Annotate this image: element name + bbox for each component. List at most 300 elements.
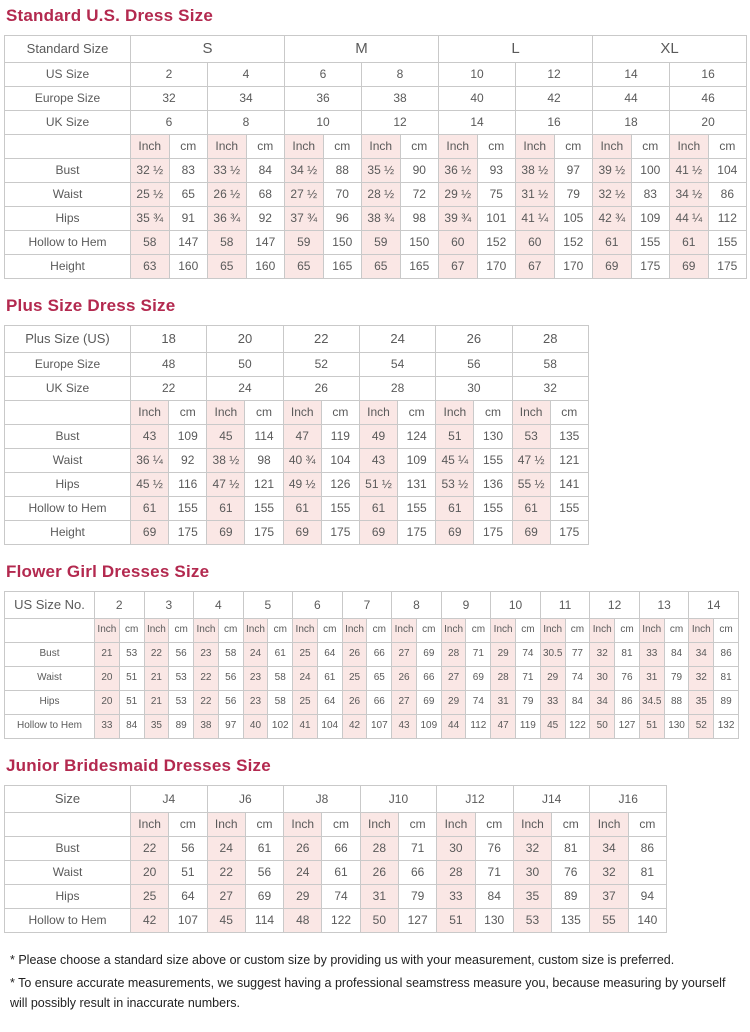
flower-girl-table-container: [4, 591, 746, 739]
inch-value: 32 ½: [593, 183, 632, 207]
inch-value: 35 ¾: [131, 207, 170, 231]
row-label: Hollow to Hem: [5, 715, 95, 739]
section-title-junior: Junior Bridesmaid Dresses Size: [6, 756, 271, 775]
row-waist: [5, 667, 739, 691]
size-group-4: 4: [194, 592, 244, 619]
size-group-14: 14: [689, 592, 739, 619]
size-group-header-row: [5, 36, 747, 63]
cm-value: 71: [466, 643, 491, 667]
inch-value: 61: [512, 497, 550, 521]
inch-value: 50: [590, 715, 615, 739]
row-label: Hips: [5, 691, 95, 715]
inch-value: 38 ¾: [362, 207, 401, 231]
inch-value: 61: [131, 497, 169, 521]
unit-cell: cm: [565, 619, 590, 643]
size-group-header-row: [5, 592, 739, 619]
inch-value: 27: [392, 643, 417, 667]
inch-value: 33: [95, 715, 120, 739]
cm-value: 155: [321, 497, 359, 521]
cm-value: 155: [245, 497, 283, 521]
cm-value: 119: [516, 715, 541, 739]
cm-value: 127: [615, 715, 640, 739]
unit-cell: cm: [218, 619, 243, 643]
cm-value: 101: [477, 207, 516, 231]
footnote-measurement: * To ensure accurate measurements, we suggest having a professional seamstress measure you, because measuring by yourself will possibly result in inaccurate numbers.: [10, 975, 726, 1011]
cm-value: 175: [321, 521, 359, 545]
inch-value: 27 ½: [285, 183, 324, 207]
size-value: 48: [131, 353, 207, 377]
row-label: Waist: [5, 183, 131, 207]
inch-value: 44: [441, 715, 466, 739]
cm-value: 135: [552, 909, 590, 933]
cm-value: 104: [321, 449, 359, 473]
cm-value: 58: [268, 667, 293, 691]
unit-cell: cm: [245, 401, 283, 425]
unit-cell: Inch: [293, 619, 318, 643]
inch-value: 38 ½: [207, 449, 245, 473]
size-value: 50: [207, 353, 283, 377]
row-hips: [5, 207, 747, 231]
cm-value: 74: [322, 885, 360, 909]
size-value: 46: [670, 87, 747, 111]
cm-value: 84: [119, 715, 144, 739]
inch-value: 52: [689, 715, 714, 739]
inch-value: 40: [243, 715, 268, 739]
inch-value: 23: [194, 643, 219, 667]
unit-cell: cm: [322, 813, 360, 837]
inch-value: 51: [639, 715, 664, 739]
cm-value: 86: [714, 643, 739, 667]
inch-value: 37 ¾: [285, 207, 324, 231]
cm-value: 175: [474, 521, 512, 545]
inch-value: 63: [131, 255, 170, 279]
cm-value: 86: [708, 183, 747, 207]
row-hollow-to-hem: [5, 909, 667, 933]
inch-value: 45 ½: [131, 473, 169, 497]
cm-value: 175: [398, 521, 436, 545]
inch-value: 28: [491, 667, 516, 691]
inch-value: 43: [359, 449, 397, 473]
cm-value: 135: [550, 425, 588, 449]
size-group-3: 3: [144, 592, 194, 619]
unit-cell: cm: [317, 619, 342, 643]
inch-value: 38 ½: [516, 159, 555, 183]
cm-value: 141: [550, 473, 588, 497]
size-value: 26: [283, 377, 359, 401]
cm-value: 84: [565, 691, 590, 715]
cm-value: 100: [631, 159, 670, 183]
size-value: 56: [436, 353, 512, 377]
unit-cell: Inch: [342, 619, 367, 643]
inch-value: 29: [284, 885, 322, 909]
cm-value: 147: [246, 231, 285, 255]
row-europe-size: [5, 353, 589, 377]
row-height: [5, 521, 589, 545]
unit-cell: Inch: [590, 813, 628, 837]
inch-value: 32: [513, 837, 551, 861]
inch-value: 43: [131, 425, 169, 449]
inch-value: 53: [513, 909, 551, 933]
size-value: 10: [439, 63, 516, 87]
section-junior: [4, 756, 746, 933]
size-group-j12: J12: [437, 786, 514, 813]
inch-value: 26: [392, 667, 417, 691]
size-value: 12: [362, 111, 439, 135]
size-value: 12: [516, 63, 593, 87]
cm-value: 89: [169, 715, 194, 739]
unit-cell: cm: [416, 619, 441, 643]
cm-value: 116: [169, 473, 207, 497]
row-hips: [5, 473, 589, 497]
cm-value: 64: [169, 885, 207, 909]
size-value: 24: [207, 377, 283, 401]
row-hollow-to-hem: [5, 497, 589, 521]
inch-value: 30.5: [540, 643, 565, 667]
inch-value: 47 ½: [207, 473, 245, 497]
inch-value: 58: [208, 231, 247, 255]
inch-value: 61: [283, 497, 321, 521]
inch-value: 55: [590, 909, 628, 933]
cm-value: 175: [631, 255, 670, 279]
inch-value: 45: [207, 909, 245, 933]
size-group-20: 20: [207, 326, 283, 353]
inch-value: 27: [441, 667, 466, 691]
size-group-s: S: [131, 36, 285, 63]
cm-value: 175: [550, 521, 588, 545]
standard-size-table: [4, 35, 747, 279]
footnotes: [4, 950, 746, 1014]
inch-value: 69: [359, 521, 397, 545]
inch-value: 24: [207, 837, 245, 861]
inch-value: 20: [95, 667, 120, 691]
unit-cell: Inch: [516, 135, 555, 159]
unit-cell: Inch: [131, 813, 169, 837]
unit-cell: Inch: [131, 401, 169, 425]
inch-value: 45 ¼: [436, 449, 474, 473]
row-label: US Size: [5, 63, 131, 87]
cm-value: 104: [317, 715, 342, 739]
inch-value: 61: [593, 231, 632, 255]
unit-cell: cm: [268, 619, 293, 643]
inch-value: 47: [283, 425, 321, 449]
cm-value: 74: [466, 691, 491, 715]
row-label: Europe Size: [5, 87, 131, 111]
cm-value: 66: [416, 667, 441, 691]
size-value: 20: [670, 111, 747, 135]
cm-value: 98: [400, 207, 439, 231]
cm-value: 64: [317, 691, 342, 715]
inch-value: 30: [590, 667, 615, 691]
inch-value: 34.5: [639, 691, 664, 715]
inch-value: 36 ¼: [131, 449, 169, 473]
size-value: 42: [516, 87, 593, 111]
table-corner-label: Size: [5, 786, 131, 813]
cm-value: 155: [398, 497, 436, 521]
cm-value: 86: [628, 837, 666, 861]
cm-value: 56: [218, 667, 243, 691]
cm-value: 93: [477, 159, 516, 183]
flowergirl-size-table: [4, 591, 739, 739]
cm-value: 160: [246, 255, 285, 279]
unit-cell: Inch: [207, 401, 245, 425]
inch-value: 22: [144, 643, 169, 667]
size-value: 16: [516, 111, 593, 135]
cm-value: 119: [321, 425, 359, 449]
inch-value: 21: [144, 691, 169, 715]
inch-value: 20: [131, 861, 169, 885]
unit-cell: Inch: [437, 813, 475, 837]
cm-value: 71: [516, 667, 541, 691]
row-label: Bust: [5, 643, 95, 667]
inch-value: 22: [207, 861, 245, 885]
inch-value: 40 ¾: [283, 449, 321, 473]
unit-cell: Inch: [284, 813, 322, 837]
cm-value: 136: [474, 473, 512, 497]
inch-value: 26: [342, 691, 367, 715]
inch-value: 37: [590, 885, 628, 909]
size-group-24: 24: [359, 326, 435, 353]
unit-cell: cm: [714, 619, 739, 643]
unit-cell: Inch: [131, 135, 170, 159]
size-value: 54: [359, 353, 435, 377]
row-bust: [5, 425, 589, 449]
size-value: 14: [593, 63, 670, 87]
cm-value: 81: [552, 837, 590, 861]
size-group-2: 2: [95, 592, 145, 619]
unit-cell: Inch: [593, 135, 632, 159]
inch-value: 69: [512, 521, 550, 545]
size-group-9: 9: [441, 592, 491, 619]
inch-value: 61: [670, 231, 709, 255]
unit-cell: Inch: [285, 135, 324, 159]
cm-value: 170: [477, 255, 516, 279]
unit-cell: cm: [367, 619, 392, 643]
cm-value: 155: [474, 449, 512, 473]
unit-cell: Inch: [436, 401, 474, 425]
size-value: 18: [593, 111, 670, 135]
unit-cell: cm: [615, 619, 640, 643]
cm-value: 74: [516, 643, 541, 667]
row-label: Waist: [5, 861, 131, 885]
cm-value: 53: [119, 643, 144, 667]
size-value: 14: [439, 111, 516, 135]
cm-value: 89: [552, 885, 590, 909]
inch-value: 28: [437, 861, 475, 885]
section-plus: [4, 296, 746, 545]
unit-cell: Inch: [491, 619, 516, 643]
row-label-empty: [5, 401, 131, 425]
cm-value: 107: [367, 715, 392, 739]
table-corner-label: Plus Size (US): [5, 326, 131, 353]
cm-value: 130: [475, 909, 513, 933]
inch-value: 31: [360, 885, 398, 909]
cm-value: 122: [565, 715, 590, 739]
cm-value: 92: [169, 449, 207, 473]
cm-value: 96: [323, 207, 362, 231]
cm-value: 71: [475, 861, 513, 885]
inch-value: 49: [359, 425, 397, 449]
inch-value: 39 ¾: [439, 207, 478, 231]
inch-value: 41 ¼: [516, 207, 555, 231]
size-value: 32: [131, 87, 208, 111]
cm-value: 160: [169, 255, 208, 279]
inch-value: 28: [360, 837, 398, 861]
inch-value: 34: [689, 643, 714, 667]
inch-value: 23: [243, 667, 268, 691]
cm-value: 105: [554, 207, 593, 231]
junior-bridesmaid-table-container: [4, 785, 746, 933]
inch-value: 61: [436, 497, 474, 521]
inch-value: 42: [342, 715, 367, 739]
cm-value: 152: [477, 231, 516, 255]
inch-value: 33 ½: [208, 159, 247, 183]
cm-value: 86: [615, 691, 640, 715]
row-hips: [5, 885, 667, 909]
row-hollow-to-hem: [5, 231, 747, 255]
size-value: 38: [362, 87, 439, 111]
inch-value: 29: [491, 643, 516, 667]
cm-value: 155: [474, 497, 512, 521]
cm-value: 150: [323, 231, 362, 255]
unit-header-row: [5, 135, 747, 159]
unit-cell: Inch: [95, 619, 120, 643]
cm-value: 155: [169, 497, 207, 521]
size-value: 8: [208, 111, 285, 135]
inch-value: 51: [436, 425, 474, 449]
inch-value: 26: [360, 861, 398, 885]
unit-cell: cm: [400, 135, 439, 159]
inch-value: 65: [362, 255, 401, 279]
unit-cell: cm: [169, 619, 194, 643]
cm-value: 124: [398, 425, 436, 449]
inch-value: 22: [194, 667, 219, 691]
cm-value: 130: [664, 715, 689, 739]
row-hips: [5, 691, 739, 715]
cm-value: 126: [321, 473, 359, 497]
inch-value: 26 ½: [208, 183, 247, 207]
unit-cell: Inch: [207, 813, 245, 837]
inch-value: 24: [293, 667, 318, 691]
unit-cell: cm: [169, 135, 208, 159]
cm-value: 109: [631, 207, 670, 231]
cm-value: 61: [322, 861, 360, 885]
cm-value: 65: [367, 667, 392, 691]
unit-cell: Inch: [441, 619, 466, 643]
cm-value: 83: [631, 183, 670, 207]
cm-value: 70: [323, 183, 362, 207]
cm-value: 122: [322, 909, 360, 933]
section-title-flowergirl: Flower Girl Dresses Size: [6, 562, 210, 581]
size-group-12: 12: [590, 592, 640, 619]
inch-value: 69: [670, 255, 709, 279]
cm-value: 53: [169, 691, 194, 715]
cm-value: 109: [416, 715, 441, 739]
cm-value: 121: [550, 449, 588, 473]
inch-value: 22: [131, 837, 169, 861]
cm-value: 165: [323, 255, 362, 279]
cm-value: 155: [708, 231, 747, 255]
cm-value: 53: [169, 667, 194, 691]
cm-value: 69: [416, 643, 441, 667]
unit-cell: Inch: [208, 135, 247, 159]
unit-cell: cm: [323, 135, 362, 159]
unit-cell: cm: [398, 813, 436, 837]
inch-value: 34: [590, 837, 628, 861]
cm-value: 92: [246, 207, 285, 231]
row-label: UK Size: [5, 111, 131, 135]
inch-value: 30: [513, 861, 551, 885]
inch-value: 31: [639, 667, 664, 691]
row-hollow-to-hem: [5, 715, 739, 739]
size-group-header-row: [5, 786, 667, 813]
inch-value: 28 ½: [362, 183, 401, 207]
cm-value: 175: [169, 521, 207, 545]
row-us-size: [5, 63, 747, 87]
cm-value: 56: [169, 643, 194, 667]
cm-value: 88: [664, 691, 689, 715]
inch-value: 33: [540, 691, 565, 715]
size-value: 2: [131, 63, 208, 87]
cm-value: 66: [322, 837, 360, 861]
inch-value: 25: [293, 643, 318, 667]
cm-value: 61: [245, 837, 283, 861]
plus-size-table: [4, 325, 589, 545]
cm-value: 109: [169, 425, 207, 449]
inch-value: 23: [243, 691, 268, 715]
unit-cell: cm: [628, 813, 666, 837]
cm-value: 155: [631, 231, 670, 255]
row-label: Bust: [5, 159, 131, 183]
junior-size-table: [4, 785, 667, 933]
row-waist: [5, 861, 667, 885]
cm-value: 155: [550, 497, 588, 521]
inch-value: 27: [207, 885, 245, 909]
unit-cell: Inch: [392, 619, 417, 643]
inch-value: 26: [284, 837, 322, 861]
size-value: 4: [208, 63, 285, 87]
unit-cell: Inch: [590, 619, 615, 643]
unit-cell: Inch: [439, 135, 478, 159]
size-group-8: 8: [392, 592, 442, 619]
unit-cell: cm: [477, 135, 516, 159]
unit-header-row: [5, 619, 739, 643]
row-label: Europe Size: [5, 353, 131, 377]
cm-value: 114: [245, 909, 283, 933]
inch-value: 27: [392, 691, 417, 715]
inch-value: 65: [208, 255, 247, 279]
unit-cell: cm: [631, 135, 670, 159]
standard-size-table-container: [4, 35, 746, 279]
row-label: Hips: [5, 473, 131, 497]
cm-value: 51: [169, 861, 207, 885]
inch-value: 45: [540, 715, 565, 739]
inch-value: 21: [144, 667, 169, 691]
size-value: 52: [283, 353, 359, 377]
cm-value: 121: [245, 473, 283, 497]
size-group-j14: J14: [513, 786, 590, 813]
size-value: 22: [131, 377, 207, 401]
unit-cell: cm: [550, 401, 588, 425]
row-bust: [5, 643, 739, 667]
inch-value: 36 ¾: [208, 207, 247, 231]
row-europe-size: [5, 87, 747, 111]
cm-value: 84: [664, 643, 689, 667]
row-label: Waist: [5, 449, 131, 473]
inch-value: 67: [516, 255, 555, 279]
plus-size-table-container: [4, 325, 746, 545]
cm-value: 66: [367, 691, 392, 715]
inch-value: 69: [283, 521, 321, 545]
